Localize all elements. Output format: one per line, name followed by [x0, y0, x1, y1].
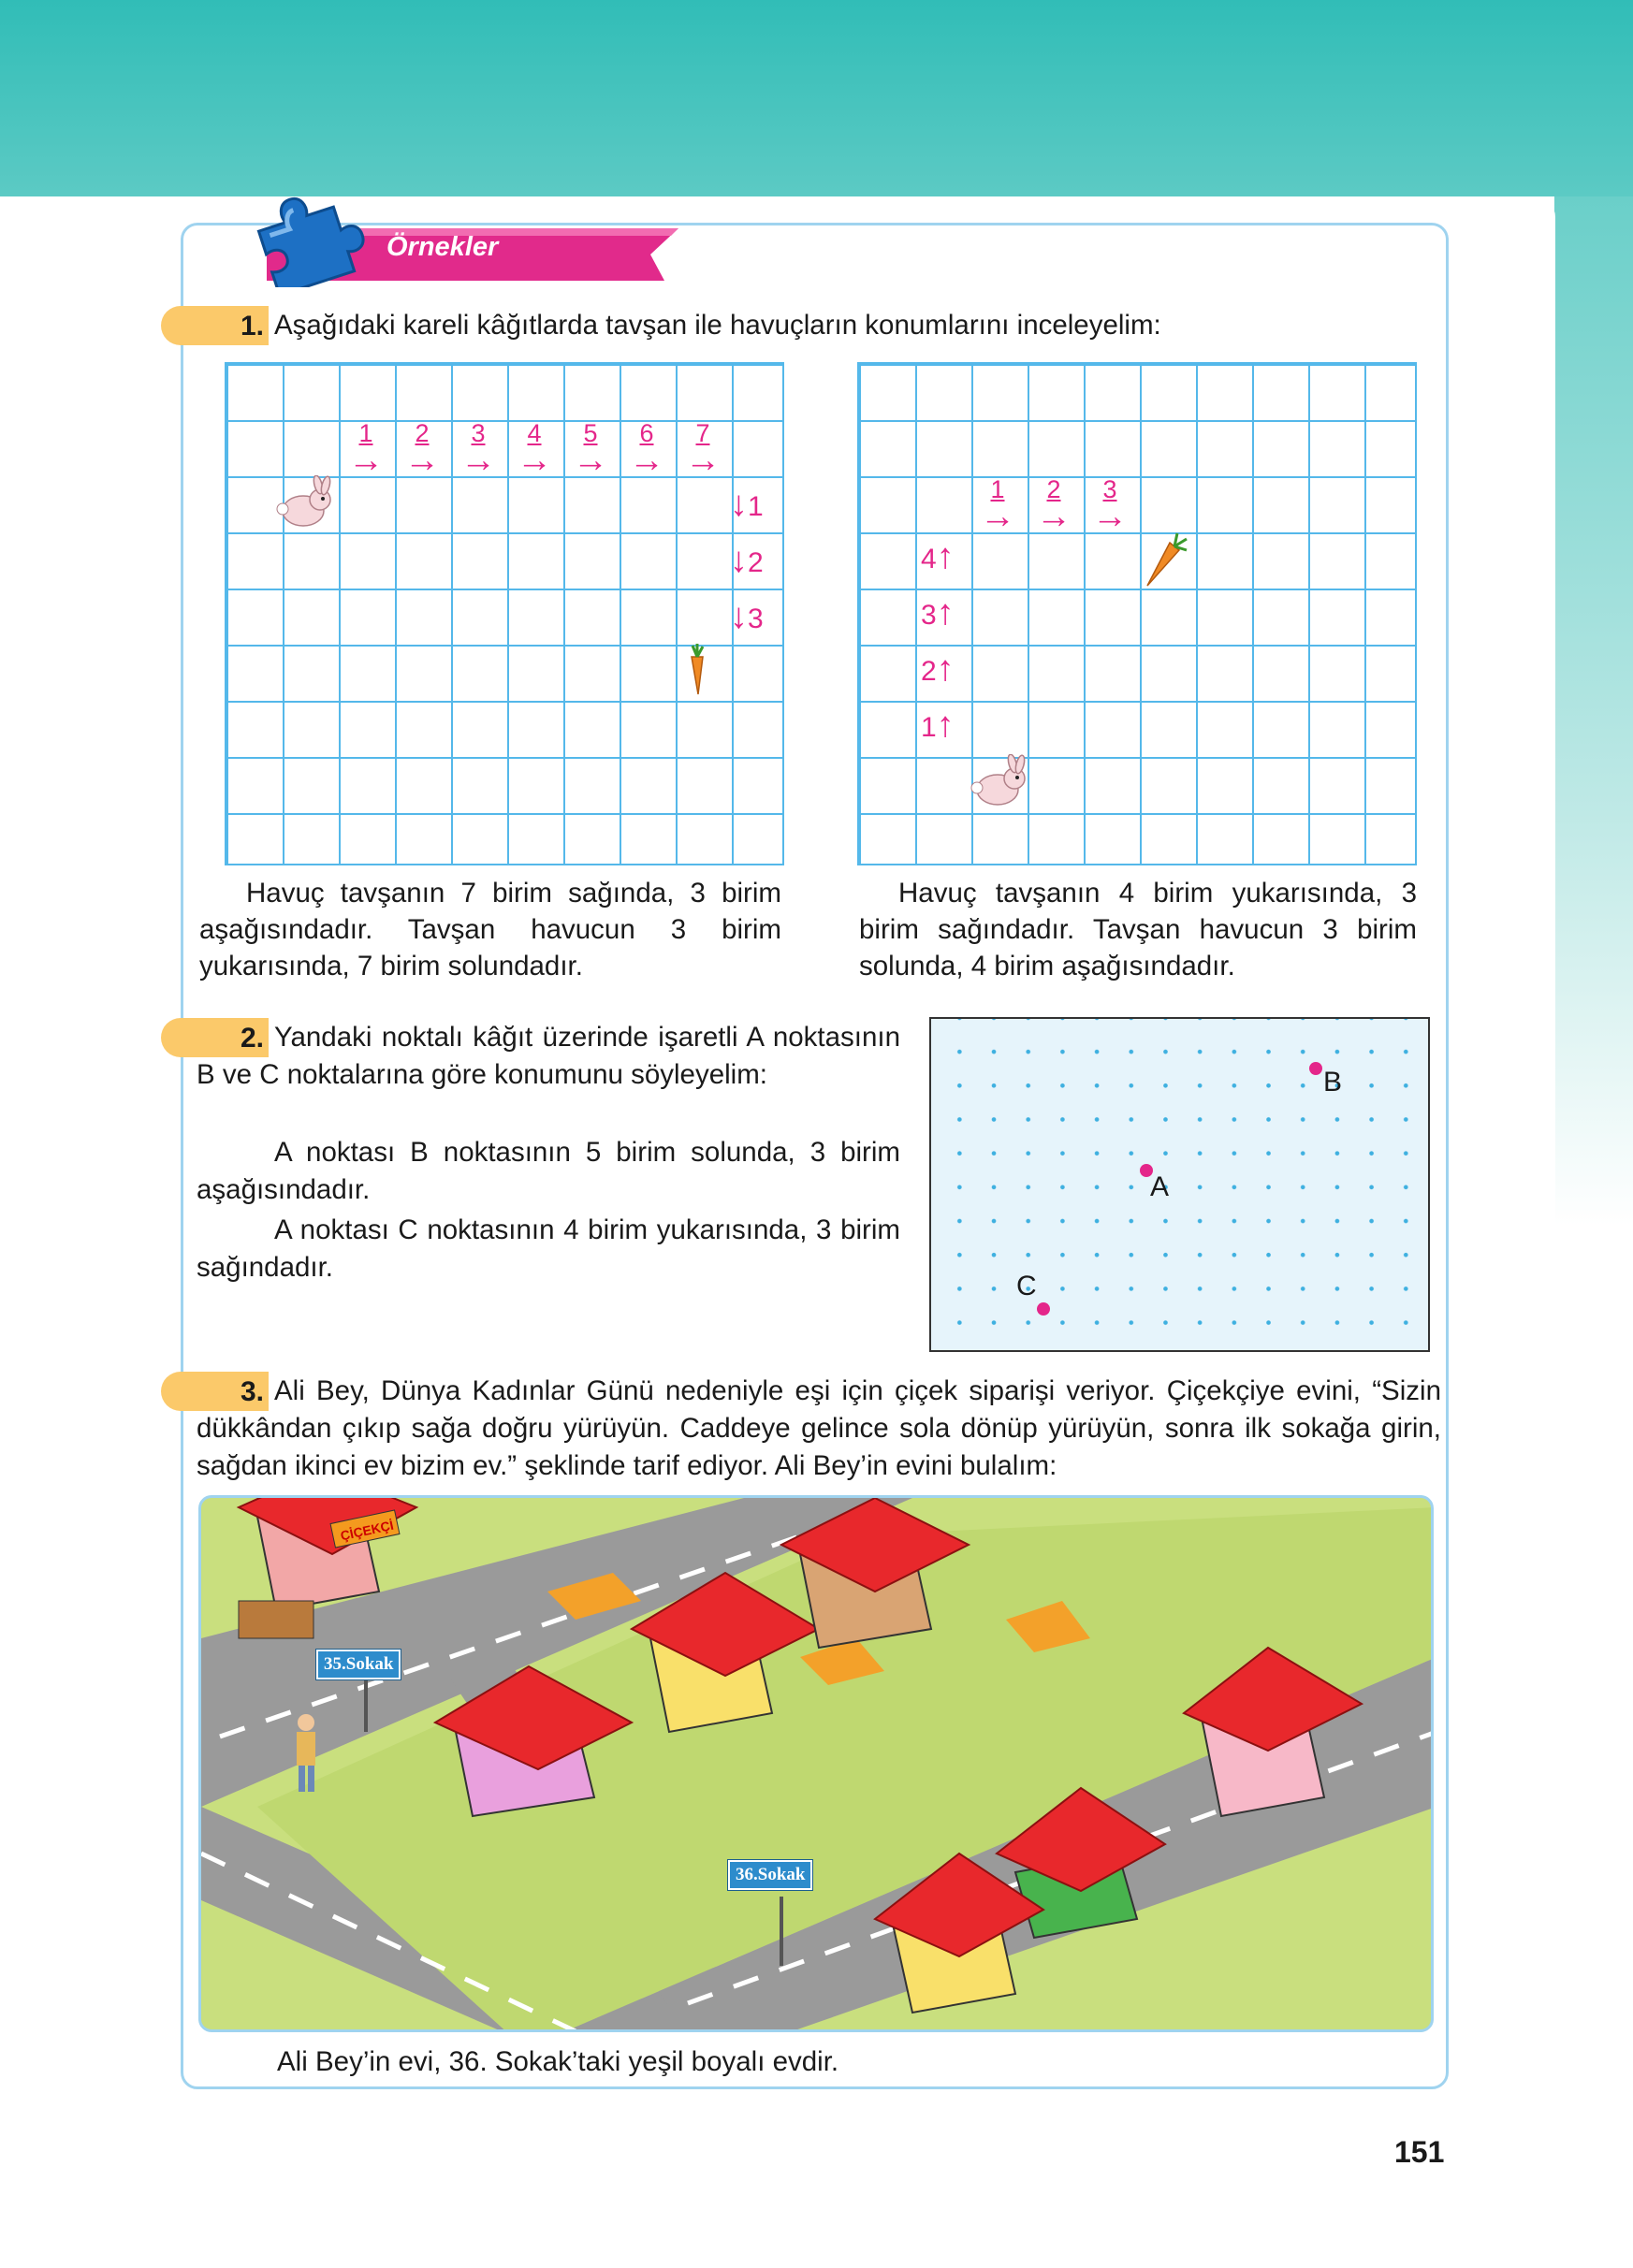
- right-step-arrow: 7 →: [685, 419, 721, 480]
- down-step-arrow: ↓1: [730, 485, 764, 524]
- person-figure: [297, 1714, 315, 1792]
- section-title: Örnekler: [386, 232, 499, 262]
- up-step-arrow: 4↑: [921, 537, 955, 576]
- dot-paper: [929, 1017, 1430, 1352]
- down-step-arrow: ↓2: [730, 541, 764, 580]
- puzzle-icon: [245, 180, 367, 287]
- top-banner: [0, 0, 1633, 196]
- right-step-arrow: 3 →: [1092, 475, 1128, 536]
- example3-intro: Ali Bey, Dünya Kadınlar Günü nedeniyle eşi için çiçek siparişi veriyor. Çiçekçiye evini, “Sizin dükkândan çıkıp sağa doğru yürüyün. Caddeye gelince sola dönüp yürüyün, sonra ilk sokağa girin, sağdan ikinci ev bizim ev.” şeklinde tarif ediyor. Ali Bey’in evini bulalım:: [197, 1375, 1441, 1481]
- page-number: 151: [1394, 2135, 1445, 2169]
- example2-answer2: A noktası C noktasının 4 birim yukarısında, 3 birim sağındadır.: [197, 1214, 900, 1283]
- point-a-label: A: [1150, 1171, 1170, 1202]
- right-step-arrow: 3 →: [460, 419, 496, 480]
- rabbit-icon: [964, 754, 1035, 810]
- city-map: [201, 1498, 1434, 2032]
- right-step-arrow: 2 →: [404, 419, 440, 480]
- right-step-arrow: 1 →: [980, 475, 1015, 536]
- right-step-arrow: 4 →: [517, 419, 552, 480]
- question-number-1: 1.: [240, 311, 264, 342]
- right-step-arrow: 5 →: [573, 419, 608, 480]
- point-c-label: C: [1016, 1271, 1037, 1301]
- side-strip: [1554, 196, 1633, 1226]
- point-b-label: B: [1323, 1067, 1343, 1098]
- down-step-arrow: ↓3: [730, 597, 764, 636]
- carrot-icon: [683, 644, 711, 696]
- shop-sign-text: ÇİÇEKÇİ: [339, 1517, 395, 1544]
- up-step-arrow: 1↑: [921, 705, 955, 745]
- up-step-arrow: 2↑: [921, 649, 955, 689]
- carrot-icon: [1142, 531, 1188, 588]
- question-number-3: 3.: [240, 1376, 264, 1407]
- example2-answer1: A noktası B noktasının 5 birim solunda, 3 birim aşağısındadır.: [197, 1137, 900, 1205]
- point-c: [1037, 1302, 1050, 1316]
- right-step-arrow: 1 →: [348, 419, 384, 480]
- city-illustration: [198, 1495, 1434, 2032]
- rabbit-icon: [270, 475, 341, 531]
- point-b: [1309, 1062, 1322, 1075]
- question-number-2: 2.: [240, 1023, 264, 1054]
- up-step-arrow: 3↑: [921, 593, 955, 632]
- example2-intro: Yandaki noktalı kâğıt üzerinde işaretli A noktasının B ve C noktalarına göre konumunu söyleyelim:: [197, 1022, 900, 1090]
- example3-answer: Ali Bey’in evi, 36. Sokak’taki yeşil boyalı evdir.: [277, 2046, 839, 2077]
- street-sign-36: 36.Sokak: [728, 1860, 812, 1890]
- right-step-arrow: 2 →: [1036, 475, 1072, 536]
- right-step-arrow: 6 →: [629, 419, 664, 480]
- right-caption: Havuç tavşanın 4 birim yukarısında, 3 birim sağındadır. Tavşan havucun 3 birim solunda, 4 birim aşağısındadır.: [859, 878, 1417, 981]
- example1-intro: Aşağıdaki kareli kâğıtlarda tavşan ile havuçların konumlarını inceleyelim:: [274, 310, 1161, 341]
- street-sign-35: 35.Sokak: [316, 1650, 401, 1679]
- left-caption: Havuç tavşanın 7 birim sağında, 3 birim aşağısındadır. Tavşan havucun 3 birim yukarısında, 7 birim solundadır.: [199, 878, 781, 981]
